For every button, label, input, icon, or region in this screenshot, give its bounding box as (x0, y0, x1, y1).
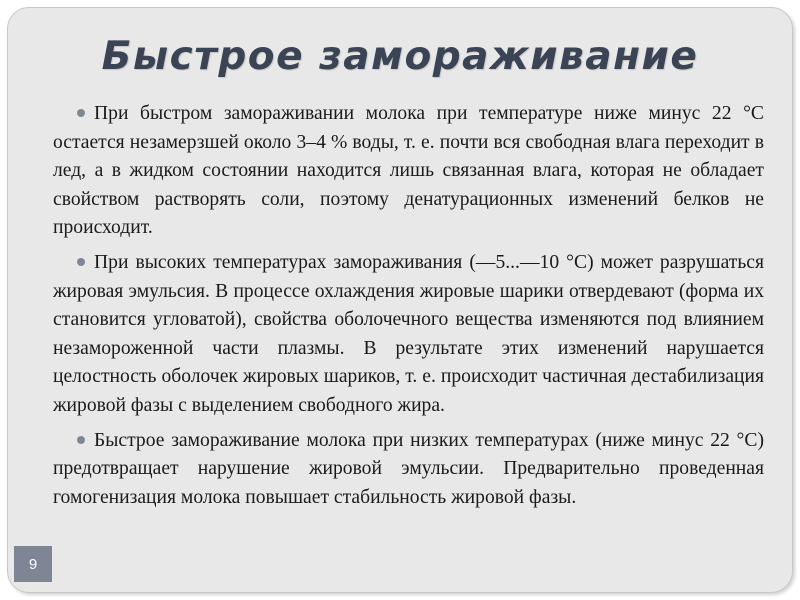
bullet-paragraph-3 (53, 427, 764, 513)
bullet-text-2: При высоких температурах замораживания (—5...—10 °С) может разрушаться жировая эмульсия. В процессе охлаждения жировые шарики отвердевают (форма их становится угловатой), свойства оболочечного вещества изменяются под влиянием незамороженной части плазмы. В результате этих изменений нарушается целостность оболочек жировых шариков, т. е. происходит частичная дестабилизация жировой фазы с выделением свободного жира. (53, 251, 764, 416)
bullet-text-3: Быстрое замораживание молока при низких температурах (ниже минус 22 °С) предотвращает нарушение жировой эмульсии. Предварительно проведенная гомогенизация молока повышает стабильность жировой фазы. (53, 429, 764, 508)
bullet-paragraph-1 (53, 100, 764, 243)
bullet-dot-icon (77, 436, 85, 444)
bullet-dot-icon (77, 109, 85, 117)
bullet-text-1: При быстром замораживании молока при температуре ниже минус 22 °С остается незамерзшей около 3–4 % воды, т. е. почти вся свободная влага переходит в лед, а в жидком состоянии находится лишь связанная влага, которая не обладает свойством растворять соли, поэтому денатурационных изменений белков не происходит. (53, 103, 764, 239)
slide-content (53, 100, 764, 518)
bullet-paragraph-2 (53, 249, 764, 421)
bullet-dot-icon (77, 258, 85, 266)
page-number-badge: 9 (14, 546, 52, 582)
slide-title: Быстрое замораживание (101, 34, 699, 79)
